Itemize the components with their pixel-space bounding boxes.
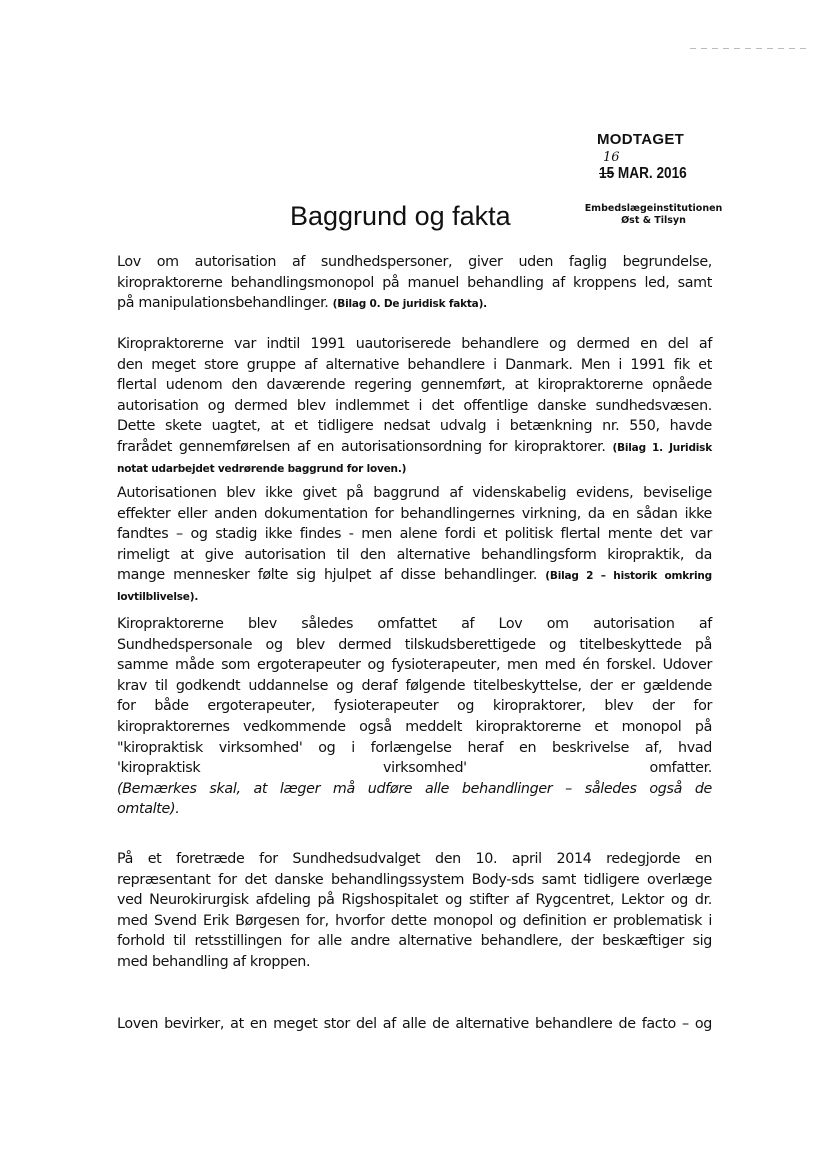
text-line <box>117 334 712 355</box>
text-line <box>117 717 712 738</box>
line-text: fandtes – og stadig ikke findes - men alene fordi et politisk flertal mente det var <box>117 526 712 543</box>
text-line <box>117 252 712 273</box>
text-line <box>117 738 712 759</box>
italic-remark: (Bemærkes skal, at læger må udføre alle behandlinger – således også de <box>117 780 712 797</box>
text-line <box>117 375 712 396</box>
received-stamp-date <box>599 165 687 183</box>
line-text: med behandling af kroppen. <box>117 953 311 970</box>
text-line <box>117 799 712 820</box>
text-line <box>117 676 712 697</box>
text-line <box>117 911 712 932</box>
text-line <box>117 416 712 437</box>
text-line <box>117 458 712 479</box>
text-line <box>117 890 712 911</box>
line-text: med Svend Erik Børgesen for, hvorfor dette monopol og definition er problematisk i <box>117 912 712 929</box>
text-line <box>117 293 712 314</box>
text-line <box>117 696 712 717</box>
text-line <box>117 524 712 545</box>
reference-note: (Bilag 2 – historik omkring <box>545 570 712 583</box>
line-text: ved Neurokirurgisk afdeling på Rigshospitalet og stifter af Rygcentret, Lektor og dr. <box>117 892 712 909</box>
italic-remark: omtalte). <box>117 801 180 818</box>
stamp-org-line-2: Øst & Tilsyn <box>621 215 686 226</box>
paragraph <box>117 483 712 607</box>
line-text: effekter eller anden dokumentation for behandlingernes virkning, da en sådan ikke <box>117 505 712 522</box>
reference-note: lovtilblivelse). <box>117 590 199 603</box>
line-text: for både ergoterapeuter, fysioterapeuter og kiropraktorer, blev der for <box>117 698 712 715</box>
line-text: "kiropraktisk virksomhed' og i forlængelse heraf en beskrivelse af, hvad <box>117 739 712 756</box>
text-line <box>117 758 712 779</box>
text-line <box>117 952 712 973</box>
paragraph <box>117 849 712 973</box>
line-text: på manipulationsbehandlinger. <box>117 295 333 312</box>
struck-day: 15 <box>599 165 615 182</box>
document-title: Baggrund og fakta <box>290 201 511 231</box>
text-line <box>117 779 712 800</box>
text-line <box>117 1014 712 1035</box>
paragraph <box>117 334 712 478</box>
paragraph <box>117 1014 712 1035</box>
line-text: kiropraktorerne behandlingsmonopol på manuel behandling af kroppens led, samt <box>117 274 712 291</box>
text-line <box>117 396 712 417</box>
text-line <box>117 545 712 566</box>
line-text: På et foretræde for Sundhedsudvalget den 10. april 2014 redegjorde en <box>117 851 712 867</box>
paragraph <box>117 614 712 820</box>
text-line <box>117 273 712 294</box>
line-text: Dette skete uagtet, at et tidligere nedsat udvalg i betænkning nr. 550, havde <box>117 418 712 435</box>
line-text: forhold til retsstillingen for alle andre alternative behandlere, der beskæftiger sig <box>117 933 712 950</box>
text-line <box>117 483 712 504</box>
line-text: Kiropraktorerne blev således omfattet af Lov om autorisation af <box>117 616 712 632</box>
text-line <box>117 635 712 656</box>
line-text: autorisation og dermed blev indlemmet i det offentlige danske sundhedsvæsen. <box>117 397 712 414</box>
stamp-org-line-1: Embedslægeinstitutionen <box>584 203 723 214</box>
line-text: kiropraktorernes vedkommende også meddelt kiropraktorerne et monopol på <box>117 718 712 735</box>
text-line <box>117 437 712 458</box>
stamp-organization <box>576 203 731 227</box>
line-text: 'kiropraktisk virksomhed' omfatter. <box>117 760 712 777</box>
paragraph <box>117 252 712 314</box>
line-text: den meget store gruppe af alternative behandlere i Danmark. Men i 1991 fik et <box>117 356 712 373</box>
handwritten-day: 16 <box>603 150 620 165</box>
line-text: flertal udenom den daværende regering gennemført, at kiropraktorerne opnåede <box>117 377 712 394</box>
line-text: rimeligt at give autorisation til den alternative behandlingsform kiropraktik, da <box>117 546 712 563</box>
line-text: samme måde som ergoterapeuter og fysioterapeuter, men med én forskel. Udover <box>117 657 712 674</box>
text-line <box>117 565 712 586</box>
text-line <box>117 931 712 952</box>
text-line <box>117 355 712 376</box>
reference-note: (Bilag 0. De juridisk fakta). <box>332 298 487 311</box>
scan-artifact <box>690 48 810 49</box>
line-text: Kiropraktorerne var indtil 1991 uautoriserede behandlere og dermed en del af <box>117 336 712 352</box>
reference-note: (Bilag 1. Juridisk <box>612 441 712 454</box>
line-text: Sundhedspersonale og blev dermed tilskudsberettigede og titelbeskyttede på <box>117 636 712 653</box>
line-text: frarådet gennemførelsen af en autorisationsordning for kiropraktorer. <box>117 438 613 455</box>
line-text: mange mennesker følte sig hjulpet af disse behandlinger. <box>117 567 546 584</box>
text-line <box>117 655 712 676</box>
reference-note: notat udarbejdet vedrørende baggrund for loven.) <box>117 462 407 475</box>
text-line <box>117 870 712 891</box>
line-text: Autorisationen blev ikke givet på baggrund af videnskabelig evidens, beviselige <box>117 485 712 501</box>
text-line <box>117 614 712 635</box>
line-text: Loven bevirker, at en meget stor del af alle de alternative behandlere de facto – og <box>117 1016 712 1032</box>
line-text: repræsentant for det danske behandlingssystem Body-sds samt tidligere overlæge <box>117 871 712 888</box>
stamp-month-year: MAR. 2016 <box>617 165 687 182</box>
text-line <box>117 504 712 525</box>
text-line <box>117 586 712 607</box>
line-text: krav til godkendt uddannelse og deraf følgende titelbeskyttelse, der er gældende <box>117 677 712 694</box>
line-text: Lov om autorisation af sundhedspersoner, giver uden faglig begrundelse, <box>117 254 712 270</box>
received-stamp-title: MODTAGET <box>597 131 685 148</box>
text-line <box>117 849 712 870</box>
